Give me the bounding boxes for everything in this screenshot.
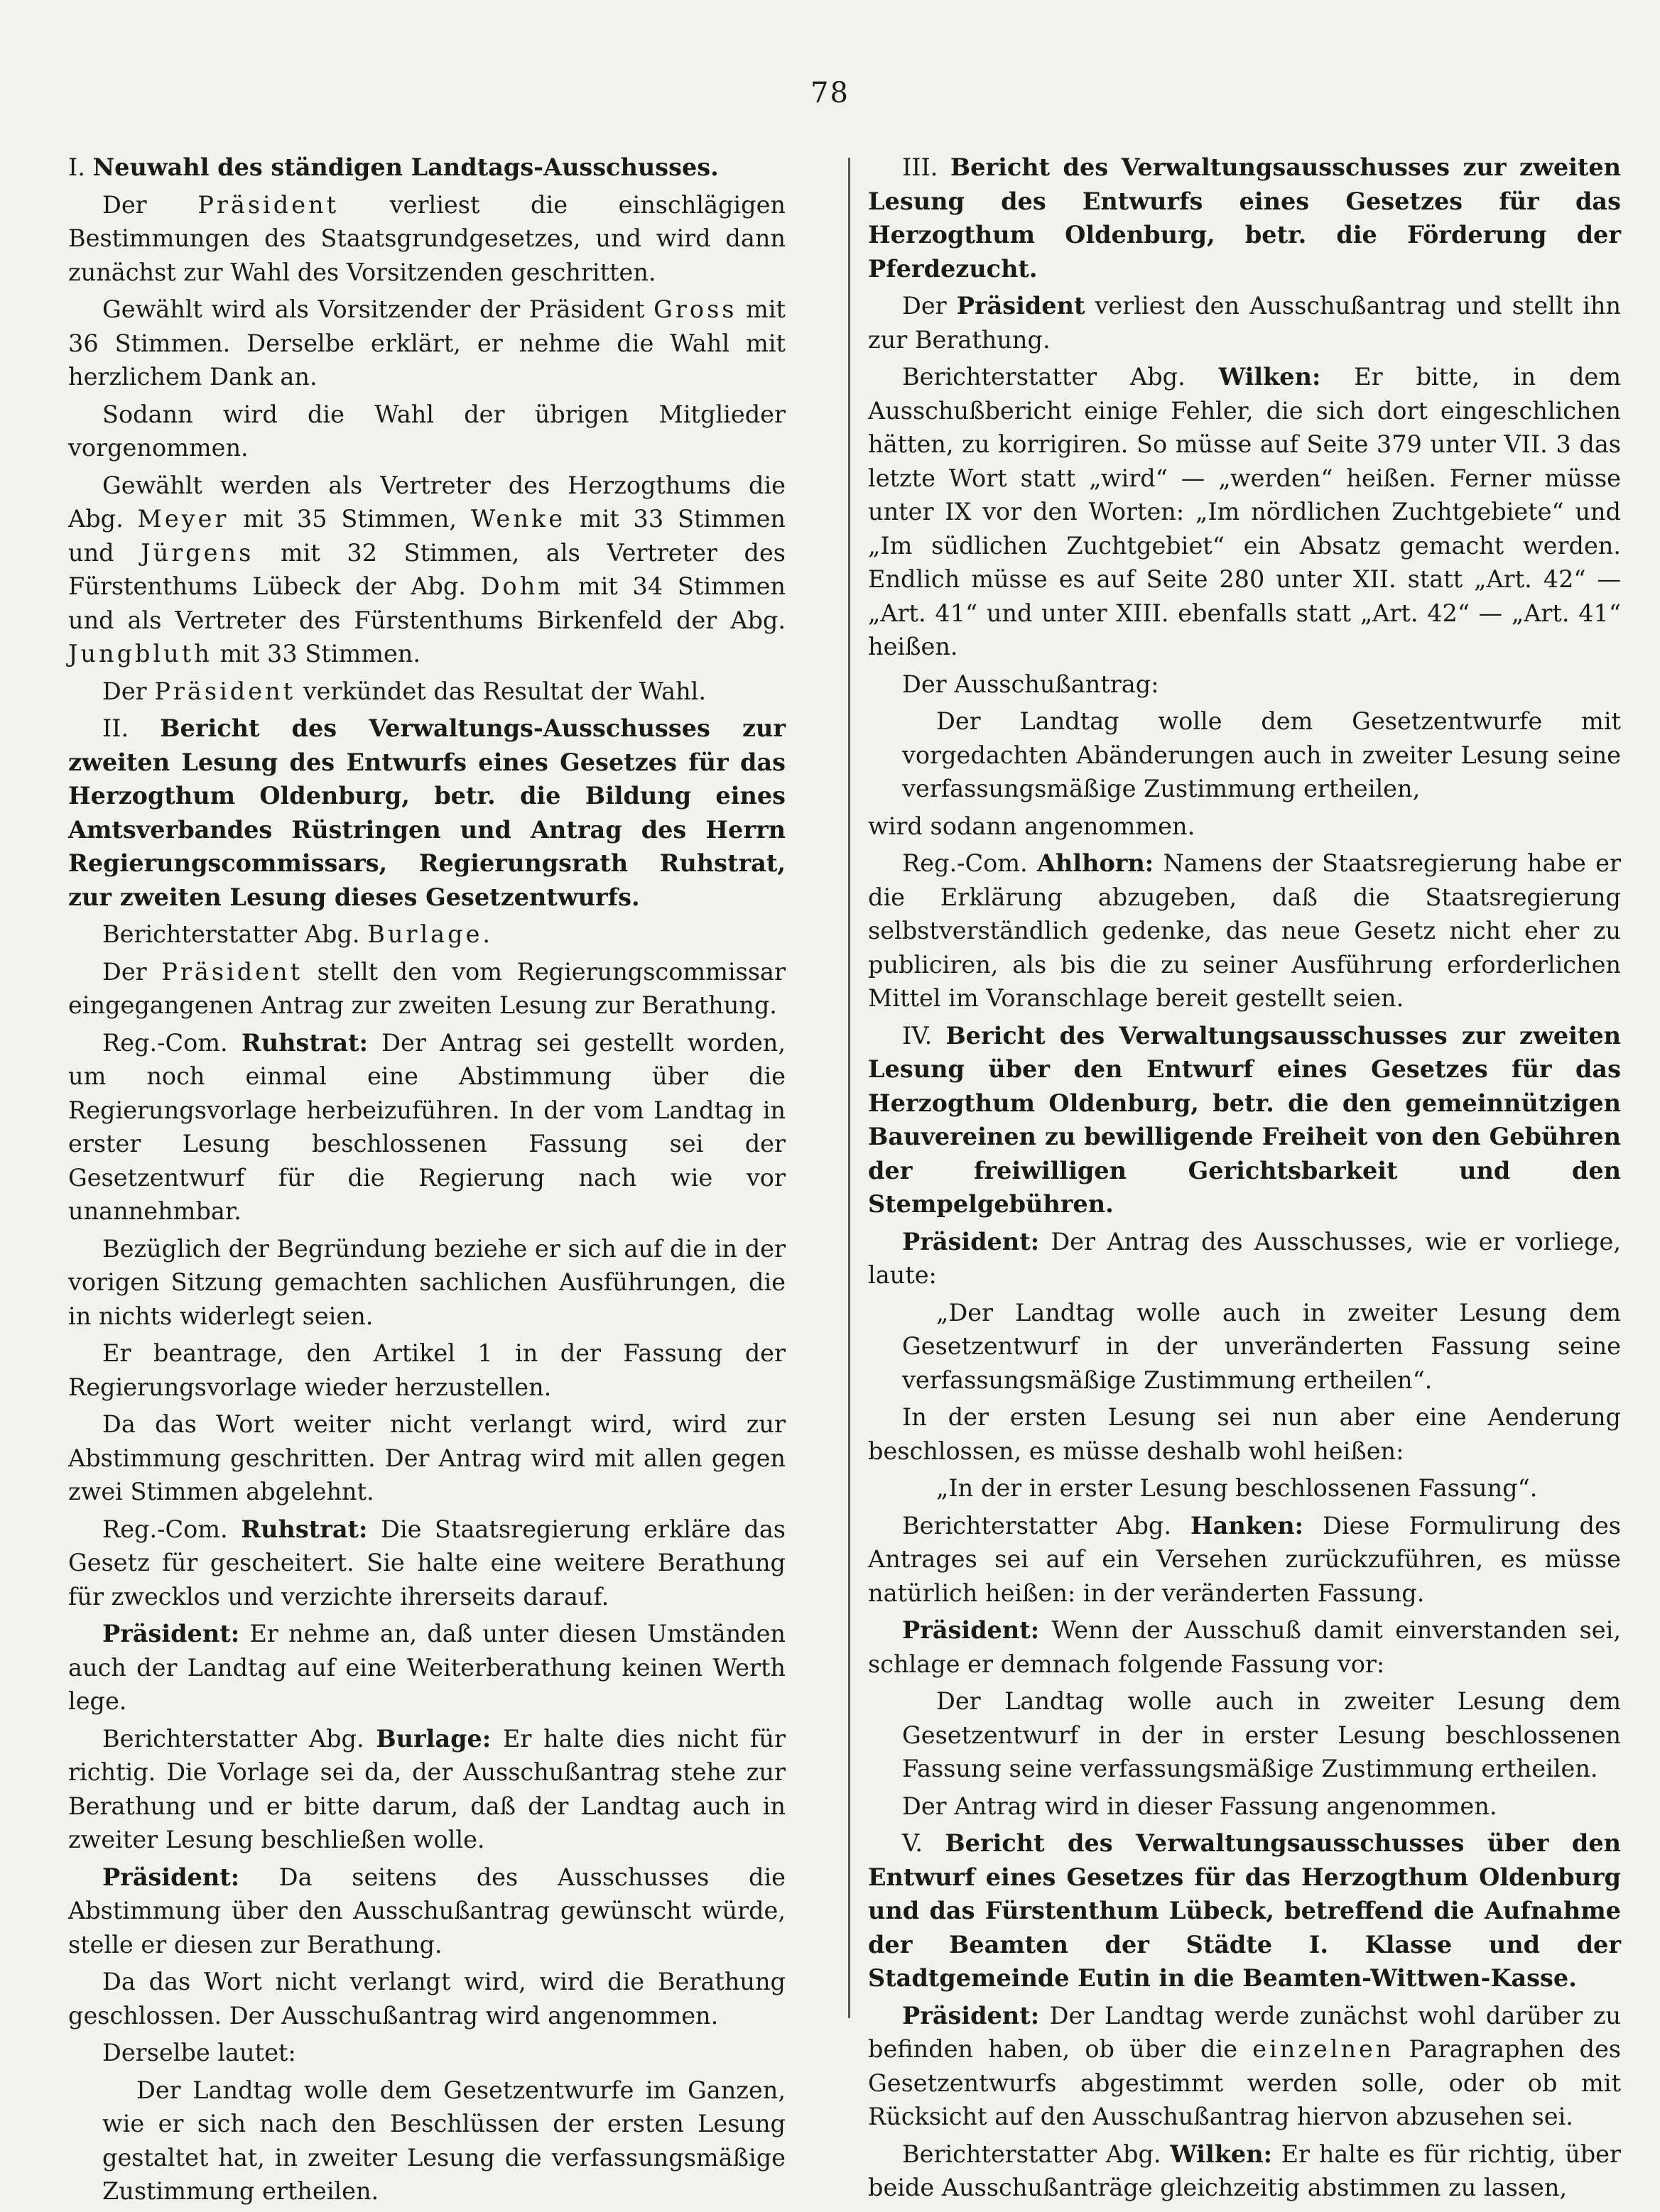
bold-text: Präsident: [956, 292, 1085, 320]
paragraph: [868, 1019, 1621, 1221]
paragraph: [68, 1232, 786, 1334]
paragraph: [868, 1613, 1621, 1681]
text: Berichterstatter Abg.: [102, 920, 368, 948]
paragraph: [68, 917, 786, 952]
text: Derselbe lautet:: [102, 2039, 296, 2066]
bold-text: Ahlhorn:: [1037, 849, 1154, 877]
paragraph: [68, 1407, 786, 1509]
text: Der Antrag wird in dieser Fassung angenommen.: [902, 1792, 1497, 1820]
paragraph: [68, 1336, 786, 1404]
bold-text: Bericht des Verwaltungsausschusses zur zweiten Lesung des Entwurfs eines Gesetzes für das Herzogthum Oldenburg, betr. die Förderung der Pferdezucht.: [868, 153, 1622, 283]
bold-text: Burlage:: [376, 1724, 492, 1753]
column-divider: [848, 158, 850, 2018]
text: Gewählt wird als Vorsitzender der Präsident: [102, 295, 654, 323]
text: Da das Wort nicht verlangt wird, wird die Berathung geschlossen. Der Ausschußantrag wird angenommen.: [68, 1968, 786, 2030]
paragraph: [68, 469, 786, 671]
text: „In der in erster Lesung beschlossenen Fassung“.: [936, 1474, 1538, 1502]
text: II.: [102, 714, 161, 742]
bold-text: Präsident:: [902, 1227, 1040, 1255]
bold-text: Bericht des Verwaltungsausschusses über den Entwurf eines Gesetzes für das Herzogthum Oldenburg und das Fürstenthum Lübeck, betreffend die Aufnahme der Beamten der Städte I. Klasse und der Stadtgemeinde Eutin in die Beamten-Wittwen-Kasse.: [868, 1829, 1621, 1992]
paragraph: [868, 1400, 1621, 1468]
bold-text: Präsident:: [102, 1863, 240, 1891]
text: „Der Landtag wolle auch in zweiter Lesung dem Gesetzentwurf in der unveränderten Fassung seine verfassungsmäßige Zustimmung ertheilen“.: [902, 1298, 1621, 1394]
paragraph: [868, 2137, 1621, 2205]
left-column: [68, 151, 786, 2212]
text: Reg.-Com.: [102, 1515, 242, 1543]
quoted-paragraph: [868, 1684, 1621, 1786]
spaced-text: Präsident: [197, 190, 340, 219]
paragraph: [68, 1965, 786, 2032]
paragraph: [868, 1999, 1621, 2134]
text: Reg.-Com.: [902, 849, 1038, 877]
quoted-paragraph: [868, 1296, 1621, 1398]
text: Der: [102, 677, 155, 705]
text: Der Antrag sei gestellt worden, um noch einmal eine Abstimmung über die Regierungsvorlage herbeizuführen. In der vom Landtag in erster Lesung beschlossenen Fassung sei der Gesetzentwurf für die Regierung nach wie vor unannehmbar.: [68, 1028, 786, 1225]
text: Der Landtag wolle auch in zweiter Lesung dem Gesetzentwurf in der in erster Lesung beschlossenen Fassung seine verfassungsmäßige Zustimmung ertheilen.: [902, 1687, 1621, 1782]
paragraph: [868, 668, 1621, 702]
text: Der Landtag wolle dem Gesetzentwurfe mit vorgedachten Abänderungen auch in zweiter Lesung seine verfassungsmäßige Zustimmung ertheilen,: [902, 707, 1621, 802]
text: Da seitens des Ausschusses die Abstimmung über den Ausschußantrag gewünscht würde, stelle er diesen zur Berathung.: [68, 1863, 786, 1958]
bold-text: Präsident:: [902, 2001, 1040, 2030]
paragraph: [868, 289, 1621, 356]
spaced-text: Meyer: [137, 505, 229, 533]
text: mit 35 Stimmen,: [229, 505, 471, 533]
spaced-text: Dohm: [480, 572, 564, 600]
bold-text: Ruhstrat:: [241, 1515, 368, 1543]
text: mit 32 Stimmen, als Vertreter des Fürstenthums Lübeck der Abg.: [68, 538, 786, 600]
text: Berichterstatter Abg.: [902, 2140, 1171, 2168]
text: In der ersten Lesung sei nun aber eine Aenderung beschlossen, es müsse deshalb wohl heißen:: [868, 1403, 1621, 1465]
bold-text: Bericht des Verwaltungs-Ausschusses zur zweiten Lesung des Entwurfs eines Gesetzes für das Herzogthum Oldenburg, betr. die Bildung eines Amtsverbandes Rüstringen und Antrag des Herrn Regierungscommissars, Regierungsrath Ruhstrat, zur zweiten Lesung dieses Gesetzentwurfs.: [68, 714, 786, 911]
paragraph: [868, 1789, 1621, 1824]
text: Der Ausschußantrag:: [902, 670, 1159, 698]
page-number: 78: [810, 77, 850, 109]
text: Er nehme an, daß unter diesen Umständen auch der Landtag auf eine Weiterberathung keinen Werth lege.: [68, 1620, 786, 1715]
quoted-paragraph: [68, 2074, 786, 2208]
text: Die Staatsregierung erkläre das Gesetz für gescheitert. Sie halte eine weitere Berathung für zwecklos und verzichte ihrerseits darauf.: [68, 1515, 786, 1611]
spaced-text: Präsident: [161, 957, 303, 986]
paragraph: [68, 398, 786, 465]
text: Der Landtag wolle dem Gesetzentwurfe im Ganzen, wie er sich nach den Beschlüssen der ersten Lesung gestaltet hat, in zweiter Lesung die verfassungsmäßige Zustimmung ertheilen.: [102, 2076, 786, 2205]
bold-text: Präsident:: [902, 1616, 1040, 1644]
text: Gewählt werden als Vertreter des Herzogthums die Abg.: [68, 471, 786, 533]
text: Bezüglich der Begründung beziehe er sich auf die in der vorigen Sitzung gemachten sachlichen Ausführungen, die in nichts widerlegt seien.: [68, 1234, 786, 1330]
text: Paragraphen des Gesetzentwurfs abgestimmt werden solle, oder ob mit Rücksicht auf den Ausschußantrag hiervon abzusehen sei.: [868, 2035, 1621, 2130]
text: Wenn der Ausschuß damit einverstanden sei, schlage er demnach folgende Fassung vor:: [868, 1616, 1621, 1678]
text: verliest den Ausschußantrag und stellt ihn zur Berathung.: [868, 292, 1621, 354]
text: III.: [902, 153, 950, 181]
text: mit 33 Stimmen.: [212, 640, 421, 668]
text: I.: [68, 153, 93, 181]
paragraph: [68, 1513, 786, 1614]
paragraph: [868, 810, 1621, 844]
bold-text: Präsident:: [102, 1620, 240, 1647]
spaced-text: Jungbluth: [68, 640, 212, 668]
spaced-text: Wenke: [470, 505, 566, 533]
quoted-paragraph: [868, 704, 1621, 806]
bold-text: Neuwahl des ständigen Landtags-Ausschusses.: [92, 153, 719, 181]
paragraph: [68, 712, 786, 914]
paragraph: [68, 1860, 786, 1962]
text: Diese Formulirung des Antrages sei auf ein Versehen zurückzuführen, es müsse natürlich heißen: in der veränderten Fassung.: [868, 1511, 1621, 1607]
quoted-paragraph: [868, 1471, 1621, 1505]
text: Er beantrage, den Artikel 1 in der Fassung der Regierungsvorlage wieder herzustellen.: [68, 1339, 786, 1401]
text: Berichterstatter Abg.: [902, 1511, 1191, 1540]
text: wird sodann angenommen.: [868, 812, 1195, 840]
text: mit 34 Stimmen und als Vertreter des Fürstenthums Birkenfeld der Abg.: [68, 572, 786, 634]
text: mit 36 Stimmen. Derselbe erklärt, er nehme die Wahl mit herzlichem Dank an.: [68, 295, 786, 391]
text: stellt den vom Regierungscommissar eingegangenen Antrag zur zweiten Lesung zur Berathung.: [68, 957, 786, 1019]
paragraph: [68, 955, 786, 1023]
spaced-text: Gross: [653, 295, 737, 323]
bold-text: Bericht des Verwaltungsausschusses zur zweiten Lesung über den Entwurf eines Gesetzes für das Herzogthum Oldenburg, betr. die den gemeinnützigen Bauvereinen zu bewilligende Freiheit von den Gebühren der freiwilligen Gerichtsbarkeit und den Stempelgebühren.: [868, 1021, 1622, 1218]
text: verliest die einschlägigen Bestimmungen des Staatsgrundgesetzes, und wird dann zunächst zur Wahl des Vorsitzenden geschritten.: [68, 190, 786, 286]
paragraph: [868, 151, 1621, 285]
paragraph: [68, 2036, 786, 2070]
spaced-text: Präsident: [154, 677, 296, 705]
bold-text: Ruhstrat:: [241, 1028, 368, 1057]
paragraph: [68, 1617, 786, 1718]
text: Reg.-Com.: [102, 1028, 242, 1057]
paragraph: [868, 360, 1621, 664]
text: Er bitte, in dem Ausschußbericht einige Fehler, die sich dort eingeschlichen hätten, zu korrigiren. So müsse auf Seite 379 unter VII. 3 das letzte Wort statt „wird“ — „werden“ heißen. Ferner müsse unter IX vor den Worten: „Im nördlichen Zuchtgebiete“ und „Im südlichen Zuchtgebiet“ ein Absatz gemacht werden. Endlich müsse es auf Seite 280 unter XII. statt „Art. 42“ — „Art. 41“ und unter XIII. ebenfalls statt „Art. 42“ — „Art. 41“ heißen.: [868, 363, 1621, 660]
text: Sodann wird die Wahl der übrigen Mitglieder vorgenommen.: [68, 400, 786, 462]
text: mit 33 Stimmen und: [68, 505, 786, 567]
paragraph: [868, 1509, 1621, 1611]
spaced-text: Burlage.: [367, 920, 494, 948]
bold-text: Wilken:: [1218, 363, 1321, 391]
text: Der: [902, 292, 957, 320]
paragraph: [868, 1225, 1621, 1292]
bold-text: Hanken:: [1190, 1511, 1303, 1540]
text: V.: [902, 1829, 945, 1857]
paragraph: [68, 1026, 786, 1228]
paragraph: [68, 151, 786, 185]
text: Der: [102, 957, 162, 986]
text: Der Antrag des Ausschusses, wie er vorliege, laute:: [868, 1227, 1621, 1289]
text: Er halte dies nicht für richtig. Die Vorlage sei da, der Ausschußantrag stehe zur Berathung und er bitte darum, daß der Landtag auch in zweiter Lesung beschließen wolle.: [68, 1724, 786, 1853]
paragraph: [868, 1826, 1621, 1995]
paragraph: [868, 846, 1621, 1015]
text: Der Landtag werde zunächst wohl darüber zu befinden haben, ob über die: [868, 2001, 1621, 2063]
text: Berichterstatter Abg.: [102, 1724, 376, 1753]
text: Da das Wort weiter nicht verlangt wird, wird zur Abstimmung geschritten. Der Antrag wird mit allen gegen zwei Stimmen abgelehnt.: [68, 1410, 786, 1505]
text: IV.: [902, 1021, 946, 1050]
right-column: [868, 151, 1621, 2208]
text: Er halte es für richtig, über beide Ausschußanträge gleichzeitig abstimmen zu lassen,: [868, 2140, 1622, 2201]
bold-text: Wilken:: [1170, 2140, 1272, 2168]
paragraph: [68, 293, 786, 394]
paragraph: [68, 1722, 786, 1857]
text: Namens der Staatsregierung habe er die Erklärung abzugeben, daß die Staatsregierung selbstverständlich gedenke, das neue Gesetz nicht eher zu publiciren, als bis die zu seiner Ausführung erforderlichen Mittel im Voranschlage bereit gestellt seien.: [868, 849, 1621, 1012]
text: Der: [102, 190, 198, 219]
text: verkündet das Resultat der Wahl.: [295, 677, 707, 705]
paragraph: [68, 188, 786, 290]
text: Berichterstatter Abg.: [902, 363, 1219, 391]
paragraph: [68, 675, 786, 709]
spaced-text: einzelnen: [1252, 2035, 1394, 2063]
spaced-text: Jürgens: [141, 538, 254, 567]
